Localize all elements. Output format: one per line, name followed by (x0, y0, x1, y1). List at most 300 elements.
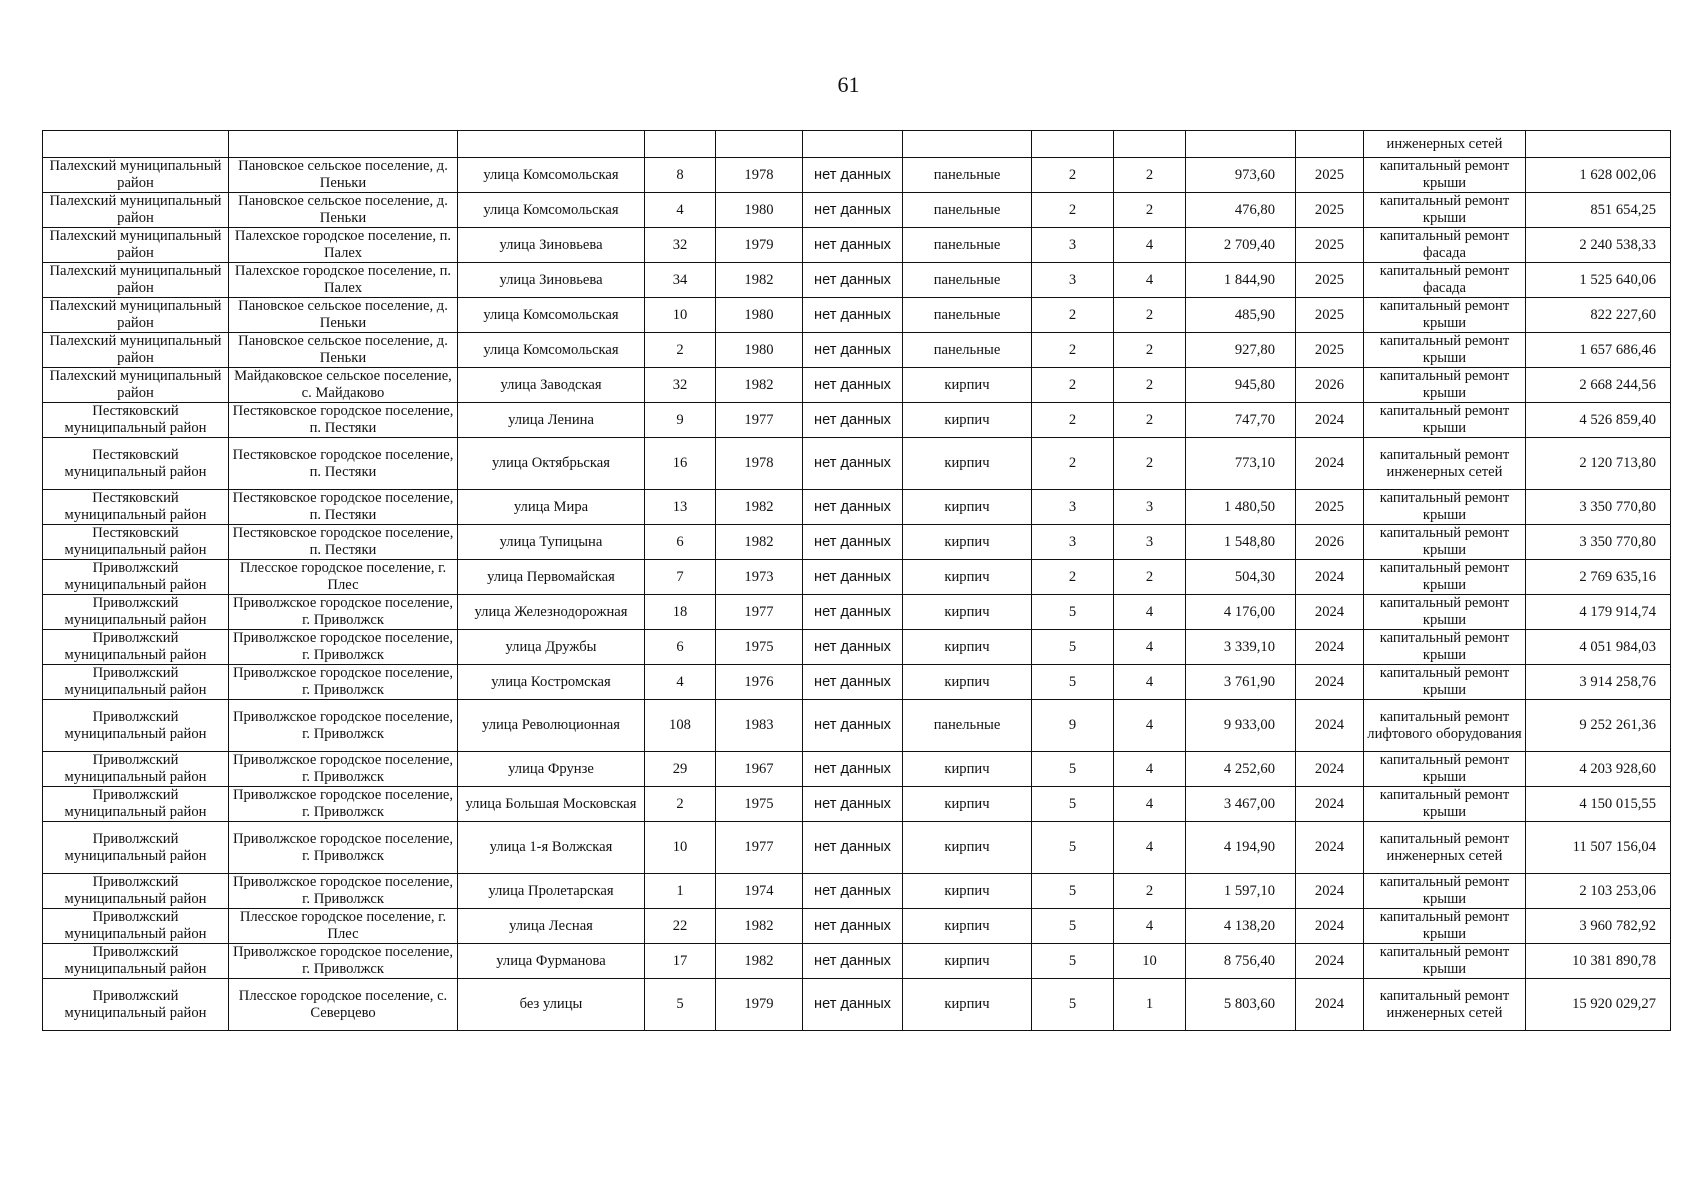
cell-data-status (803, 131, 903, 158)
table-row (43, 979, 1671, 1031)
cell-repair-year: 2025 (1296, 333, 1364, 368)
cell-repair-type: капитальный ремонт крыши (1364, 665, 1526, 700)
cell-repair-type: капитальный ремонт крыши (1364, 874, 1526, 909)
housing-repair-table (42, 130, 1671, 1031)
cell-entrances: 4 (1114, 595, 1186, 630)
cell-street: улица Зиновьева (458, 228, 645, 263)
cell-floors: 2 (1032, 403, 1114, 438)
cell-district: Палехский муниципальный район (43, 228, 229, 263)
cell-district: Пестяковский муниципальный район (43, 490, 229, 525)
cell-street: улица Большая Московская (458, 787, 645, 822)
cell-data-status: нет данных (803, 944, 903, 979)
table-row (43, 909, 1671, 944)
cell-entrances: 3 (1114, 525, 1186, 560)
cell-wall-material: кирпич (903, 909, 1032, 944)
cell-house-number: 6 (645, 630, 716, 665)
cell-repair-type: капитальный ремонт инженерных сетей (1364, 979, 1526, 1031)
cell-settlement: Пановское сельское поселение, д. Пеньки (229, 333, 458, 368)
cell-district: Палехский муниципальный район (43, 263, 229, 298)
cell-house-number: 7 (645, 560, 716, 595)
cell-settlement: Пестяковское городское поселение, п. Пестяки (229, 490, 458, 525)
cell-street: улица Комсомольская (458, 333, 645, 368)
cell-entrances: 4 (1114, 263, 1186, 298)
cell-area: 8 756,40 (1186, 944, 1296, 979)
cell-data-status: нет данных (803, 438, 903, 490)
cell-settlement: Пестяковское городское поселение, п. Пестяки (229, 403, 458, 438)
cell-house-number (645, 131, 716, 158)
cell-area: 4 176,00 (1186, 595, 1296, 630)
cell-district: Приволжский муниципальный район (43, 874, 229, 909)
cell-repair-year: 2024 (1296, 665, 1364, 700)
cell-cost: 10 381 890,78 (1526, 944, 1671, 979)
cell-entrances: 4 (1114, 752, 1186, 787)
cell-repair-type: капитальный ремонт лифтового оборудования (1364, 700, 1526, 752)
cell-repair-year: 2025 (1296, 263, 1364, 298)
cell-repair-type: капитальный ремонт крыши (1364, 158, 1526, 193)
cell-data-status: нет данных (803, 368, 903, 403)
cell-settlement: Палехское городское поселение, п. Палех (229, 228, 458, 263)
cell-floors: 5 (1032, 787, 1114, 822)
cell-cost: 9 252 261,36 (1526, 700, 1671, 752)
cell-cost: 3 960 782,92 (1526, 909, 1671, 944)
cell-wall-material: кирпич (903, 403, 1032, 438)
cell-settlement: Пановское сельское поселение, д. Пеньки (229, 158, 458, 193)
cell-floors: 5 (1032, 595, 1114, 630)
cell-build-year: 1980 (716, 193, 803, 228)
cell-data-status: нет данных (803, 874, 903, 909)
cell-street: улица Комсомольская (458, 193, 645, 228)
table-row (43, 263, 1671, 298)
cell-data-status: нет данных (803, 979, 903, 1031)
table-row (43, 752, 1671, 787)
cell-house-number: 18 (645, 595, 716, 630)
cell-data-status: нет данных (803, 787, 903, 822)
cell-area: 485,90 (1186, 298, 1296, 333)
cell-district: Палехский муниципальный район (43, 158, 229, 193)
cell-area: 476,80 (1186, 193, 1296, 228)
cell-data-status: нет данных (803, 752, 903, 787)
cell-repair-type: капитальный ремонт фасада (1364, 228, 1526, 263)
cell-wall-material: панельные (903, 333, 1032, 368)
cell-build-year: 1975 (716, 787, 803, 822)
cell-wall-material: кирпич (903, 822, 1032, 874)
cell-repair-year: 2024 (1296, 787, 1364, 822)
cell-repair-type: инженерных сетей (1364, 131, 1526, 158)
cell-build-year: 1982 (716, 490, 803, 525)
cell-area: 1 548,80 (1186, 525, 1296, 560)
cell-house-number: 9 (645, 403, 716, 438)
cell-repair-year: 2024 (1296, 979, 1364, 1031)
table-row (43, 333, 1671, 368)
cell-build-year: 1973 (716, 560, 803, 595)
cell-repair-year: 2024 (1296, 700, 1364, 752)
cell-floors: 2 (1032, 158, 1114, 193)
cell-entrances: 4 (1114, 787, 1186, 822)
cell-floors: 2 (1032, 560, 1114, 595)
table-row (43, 700, 1671, 752)
cell-build-year: 1976 (716, 665, 803, 700)
cell-house-number: 34 (645, 263, 716, 298)
table-row (43, 630, 1671, 665)
cell-repair-year: 2025 (1296, 490, 1364, 525)
cell-wall-material: кирпич (903, 665, 1032, 700)
cell-street: улица Тупицына (458, 525, 645, 560)
cell-entrances: 2 (1114, 438, 1186, 490)
page-number: 61 (837, 72, 860, 97)
cell-wall-material: кирпич (903, 438, 1032, 490)
cell-cost: 2 240 538,33 (1526, 228, 1671, 263)
table-row (43, 368, 1671, 403)
cell-data-status: нет данных (803, 665, 903, 700)
cell-repair-year (1296, 131, 1364, 158)
cell-wall-material: кирпич (903, 874, 1032, 909)
cell-wall-material: панельные (903, 298, 1032, 333)
cell-area (1186, 131, 1296, 158)
cell-settlement: Приволжское городское поселение, г. Приволжск (229, 944, 458, 979)
cell-repair-type: капитальный ремонт крыши (1364, 909, 1526, 944)
cell-entrances: 4 (1114, 630, 1186, 665)
cell-street: улица Лесная (458, 909, 645, 944)
cell-floors: 3 (1032, 263, 1114, 298)
cell-wall-material: панельные (903, 158, 1032, 193)
cell-data-status: нет данных (803, 525, 903, 560)
cell-cost: 4 203 928,60 (1526, 752, 1671, 787)
cell-floors: 2 (1032, 298, 1114, 333)
cell-build-year: 1982 (716, 368, 803, 403)
cell-district: Приволжский муниципальный район (43, 979, 229, 1031)
cell-area: 773,10 (1186, 438, 1296, 490)
cell-entrances: 2 (1114, 874, 1186, 909)
cell-wall-material: кирпич (903, 979, 1032, 1031)
cell-floors: 5 (1032, 822, 1114, 874)
cell-data-status: нет данных (803, 228, 903, 263)
table-row-continuation (43, 131, 1671, 158)
cell-entrances: 2 (1114, 298, 1186, 333)
cell-area: 3 467,00 (1186, 787, 1296, 822)
cell-repair-type: капитальный ремонт крыши (1364, 490, 1526, 525)
cell-area: 5 803,60 (1186, 979, 1296, 1031)
cell-area: 747,70 (1186, 403, 1296, 438)
table-row (43, 403, 1671, 438)
cell-street (458, 131, 645, 158)
cell-build-year: 1979 (716, 228, 803, 263)
cell-repair-year: 2024 (1296, 630, 1364, 665)
cell-area: 4 138,20 (1186, 909, 1296, 944)
cell-house-number: 6 (645, 525, 716, 560)
cell-cost: 11 507 156,04 (1526, 822, 1671, 874)
cell-repair-type: капитальный ремонт крыши (1364, 630, 1526, 665)
cell-repair-type: капитальный ремонт крыши (1364, 193, 1526, 228)
cell-wall-material: кирпич (903, 490, 1032, 525)
cell-cost: 1 657 686,46 (1526, 333, 1671, 368)
cell-floors: 2 (1032, 438, 1114, 490)
cell-repair-type: капитальный ремонт крыши (1364, 403, 1526, 438)
cell-floors: 9 (1032, 700, 1114, 752)
cell-data-status: нет данных (803, 263, 903, 298)
cell-district: Приволжский муниципальный район (43, 944, 229, 979)
table-row (43, 298, 1671, 333)
cell-build-year: 1977 (716, 403, 803, 438)
cell-entrances: 4 (1114, 665, 1186, 700)
cell-district: Приволжский муниципальный район (43, 752, 229, 787)
cell-repair-year: 2024 (1296, 909, 1364, 944)
cell-district: Приволжский муниципальный район (43, 665, 229, 700)
cell-repair-year: 2024 (1296, 403, 1364, 438)
cell-district: Приволжский муниципальный район (43, 909, 229, 944)
cell-district: Приволжский муниципальный район (43, 787, 229, 822)
cell-floors: 3 (1032, 525, 1114, 560)
cell-floors: 2 (1032, 193, 1114, 228)
cell-entrances: 3 (1114, 490, 1186, 525)
cell-repair-year: 2026 (1296, 368, 1364, 403)
cell-entrances: 2 (1114, 193, 1186, 228)
cell-build-year: 1982 (716, 909, 803, 944)
cell-build-year: 1975 (716, 630, 803, 665)
cell-area: 504,30 (1186, 560, 1296, 595)
cell-settlement: Приволжское городское поселение, г. Приволжск (229, 752, 458, 787)
cell-entrances: 2 (1114, 333, 1186, 368)
cell-area: 9 933,00 (1186, 700, 1296, 752)
cell-data-status: нет данных (803, 630, 903, 665)
cell-settlement: Приволжское городское поселение, г. Приволжск (229, 822, 458, 874)
cell-entrances: 2 (1114, 368, 1186, 403)
cell-street: улица Фурманова (458, 944, 645, 979)
cell-wall-material: панельные (903, 228, 1032, 263)
cell-settlement: Приволжское городское поселение, г. Приволжск (229, 665, 458, 700)
cell-cost: 2 769 635,16 (1526, 560, 1671, 595)
cell-wall-material: кирпич (903, 630, 1032, 665)
cell-repair-type: капитальный ремонт крыши (1364, 368, 1526, 403)
cell-data-status: нет данных (803, 158, 903, 193)
cell-settlement (229, 131, 458, 158)
cell-cost: 4 179 914,74 (1526, 595, 1671, 630)
cell-street: улица Революционная (458, 700, 645, 752)
cell-repair-type: капитальный ремонт крыши (1364, 595, 1526, 630)
cell-build-year: 1977 (716, 822, 803, 874)
cell-settlement: Плесское городское поселение, г. Плес (229, 560, 458, 595)
cell-street: улица Зиновьева (458, 263, 645, 298)
cell-district: Приволжский муниципальный район (43, 630, 229, 665)
cell-build-year: 1977 (716, 595, 803, 630)
cell-district: Приволжский муниципальный район (43, 595, 229, 630)
cell-district (43, 131, 229, 158)
cell-house-number: 5 (645, 979, 716, 1031)
cell-house-number: 108 (645, 700, 716, 752)
cell-wall-material: кирпич (903, 595, 1032, 630)
cell-data-status: нет данных (803, 193, 903, 228)
cell-data-status: нет данных (803, 333, 903, 368)
cell-data-status: нет данных (803, 700, 903, 752)
cell-district: Пестяковский муниципальный район (43, 525, 229, 560)
cell-build-year: 1982 (716, 263, 803, 298)
table-row (43, 525, 1671, 560)
cell-cost: 4 150 015,55 (1526, 787, 1671, 822)
cell-entrances: 4 (1114, 822, 1186, 874)
cell-wall-material: кирпич (903, 368, 1032, 403)
cell-area: 4 252,60 (1186, 752, 1296, 787)
cell-repair-year: 2025 (1296, 193, 1364, 228)
cell-house-number: 16 (645, 438, 716, 490)
table-row (43, 438, 1671, 490)
cell-house-number: 10 (645, 822, 716, 874)
cell-house-number: 2 (645, 787, 716, 822)
cell-house-number: 17 (645, 944, 716, 979)
cell-district: Приволжский муниципальный район (43, 560, 229, 595)
cell-street: улица Заводская (458, 368, 645, 403)
cell-repair-year: 2024 (1296, 595, 1364, 630)
cell-cost: 851 654,25 (1526, 193, 1671, 228)
cell-street: улица Железнодорожная (458, 595, 645, 630)
cell-repair-year: 2025 (1296, 298, 1364, 333)
cell-street: улица 1-я Волжская (458, 822, 645, 874)
cell-entrances: 4 (1114, 228, 1186, 263)
cell-repair-year: 2024 (1296, 752, 1364, 787)
cell-street: улица Дружбы (458, 630, 645, 665)
cell-settlement: Плесское городское поселение, г. Плес (229, 909, 458, 944)
cell-street: улица Комсомольская (458, 158, 645, 193)
cell-cost: 15 920 029,27 (1526, 979, 1671, 1031)
cell-cost (1526, 131, 1671, 158)
cell-build-year: 1980 (716, 298, 803, 333)
cell-settlement: Пестяковское городское поселение, п. Пестяки (229, 438, 458, 490)
cell-settlement: Пановское сельское поселение, д. Пеньки (229, 193, 458, 228)
cell-repair-year: 2024 (1296, 822, 1364, 874)
cell-repair-type: капитальный ремонт крыши (1364, 560, 1526, 595)
cell-settlement: Плесское городское поселение, с. Северцево (229, 979, 458, 1031)
cell-data-status: нет данных (803, 909, 903, 944)
cell-build-year: 1978 (716, 438, 803, 490)
cell-street: улица Мира (458, 490, 645, 525)
cell-repair-year: 2024 (1296, 560, 1364, 595)
cell-entrances: 2 (1114, 403, 1186, 438)
cell-repair-year: 2025 (1296, 158, 1364, 193)
cell-area: 4 194,90 (1186, 822, 1296, 874)
cell-data-status: нет данных (803, 403, 903, 438)
cell-street: улица Пролетарская (458, 874, 645, 909)
cell-data-status: нет данных (803, 298, 903, 333)
cell-entrances: 10 (1114, 944, 1186, 979)
cell-cost: 2 668 244,56 (1526, 368, 1671, 403)
cell-settlement: Майдаковское сельское поселение, с. Майдаково (229, 368, 458, 403)
cell-house-number: 13 (645, 490, 716, 525)
table-row (43, 822, 1671, 874)
cell-street: без улицы (458, 979, 645, 1031)
cell-floors: 3 (1032, 490, 1114, 525)
cell-cost: 2 103 253,06 (1526, 874, 1671, 909)
cell-entrances: 4 (1114, 700, 1186, 752)
cell-repair-year: 2025 (1296, 228, 1364, 263)
cell-settlement: Приволжское городское поселение, г. Приволжск (229, 595, 458, 630)
cell-house-number: 29 (645, 752, 716, 787)
cell-wall-material: панельные (903, 263, 1032, 298)
cell-build-year: 1978 (716, 158, 803, 193)
cell-floors: 3 (1032, 228, 1114, 263)
cell-repair-year: 2024 (1296, 438, 1364, 490)
cell-build-year: 1974 (716, 874, 803, 909)
cell-area: 1 844,90 (1186, 263, 1296, 298)
table-row (43, 787, 1671, 822)
cell-district: Приволжский муниципальный район (43, 822, 229, 874)
table-row (43, 595, 1671, 630)
cell-floors: 5 (1032, 979, 1114, 1031)
cell-data-status: нет данных (803, 490, 903, 525)
cell-build-year: 1982 (716, 525, 803, 560)
cell-street: улица Ленина (458, 403, 645, 438)
cell-repair-type: капитальный ремонт инженерных сетей (1364, 822, 1526, 874)
cell-entrances: 4 (1114, 909, 1186, 944)
cell-area: 945,80 (1186, 368, 1296, 403)
cell-data-status: нет данных (803, 595, 903, 630)
cell-district: Приволжский муниципальный район (43, 700, 229, 752)
cell-repair-type: капитальный ремонт крыши (1364, 298, 1526, 333)
table-row (43, 158, 1671, 193)
cell-street: улица Комсомольская (458, 298, 645, 333)
cell-cost: 4 051 984,03 (1526, 630, 1671, 665)
cell-floors: 5 (1032, 630, 1114, 665)
cell-house-number: 1 (645, 874, 716, 909)
cell-settlement: Приволжское городское поселение, г. Приволжск (229, 787, 458, 822)
cell-house-number: 32 (645, 228, 716, 263)
cell-floors: 5 (1032, 665, 1114, 700)
cell-cost: 4 526 859,40 (1526, 403, 1671, 438)
cell-house-number: 32 (645, 368, 716, 403)
cell-cost: 2 120 713,80 (1526, 438, 1671, 490)
cell-wall-material: кирпич (903, 787, 1032, 822)
cell-district: Пестяковский муниципальный район (43, 403, 229, 438)
cell-area: 3 761,90 (1186, 665, 1296, 700)
cell-cost: 1 628 002,06 (1526, 158, 1671, 193)
cell-build-year: 1967 (716, 752, 803, 787)
cell-repair-type: капитальный ремонт крыши (1364, 787, 1526, 822)
cell-repair-type: капитальный ремонт крыши (1364, 525, 1526, 560)
cell-floors: 5 (1032, 874, 1114, 909)
cell-settlement: Приволжское городское поселение, г. Приволжск (229, 874, 458, 909)
cell-area: 1 480,50 (1186, 490, 1296, 525)
cell-wall-material: панельные (903, 193, 1032, 228)
cell-repair-year: 2024 (1296, 874, 1364, 909)
cell-repair-year: 2024 (1296, 944, 1364, 979)
cell-data-status: нет данных (803, 822, 903, 874)
cell-house-number: 4 (645, 665, 716, 700)
cell-wall-material: кирпич (903, 752, 1032, 787)
cell-build-year: 1982 (716, 944, 803, 979)
table-row (43, 874, 1671, 909)
cell-area: 927,80 (1186, 333, 1296, 368)
cell-house-number: 10 (645, 298, 716, 333)
cell-entrances: 2 (1114, 158, 1186, 193)
cell-repair-type: капитальный ремонт крыши (1364, 752, 1526, 787)
cell-district: Палехский муниципальный район (43, 333, 229, 368)
cell-house-number: 22 (645, 909, 716, 944)
cell-house-number: 8 (645, 158, 716, 193)
cell-floors (1032, 131, 1114, 158)
cell-street: улица Октябрьская (458, 438, 645, 490)
cell-wall-material (903, 131, 1032, 158)
table-row (43, 193, 1671, 228)
cell-area: 2 709,40 (1186, 228, 1296, 263)
cell-data-status: нет данных (803, 560, 903, 595)
cell-floors: 5 (1032, 944, 1114, 979)
cell-repair-type: капитальный ремонт инженерных сетей (1364, 438, 1526, 490)
table-row (43, 944, 1671, 979)
cell-cost: 3 350 770,80 (1526, 490, 1671, 525)
cell-repair-year: 2026 (1296, 525, 1364, 560)
cell-settlement: Пановское сельское поселение, д. Пеньки (229, 298, 458, 333)
cell-build-year (716, 131, 803, 158)
table-row (43, 665, 1671, 700)
cell-area: 973,60 (1186, 158, 1296, 193)
cell-settlement: Пестяковское городское поселение, п. Пестяки (229, 525, 458, 560)
